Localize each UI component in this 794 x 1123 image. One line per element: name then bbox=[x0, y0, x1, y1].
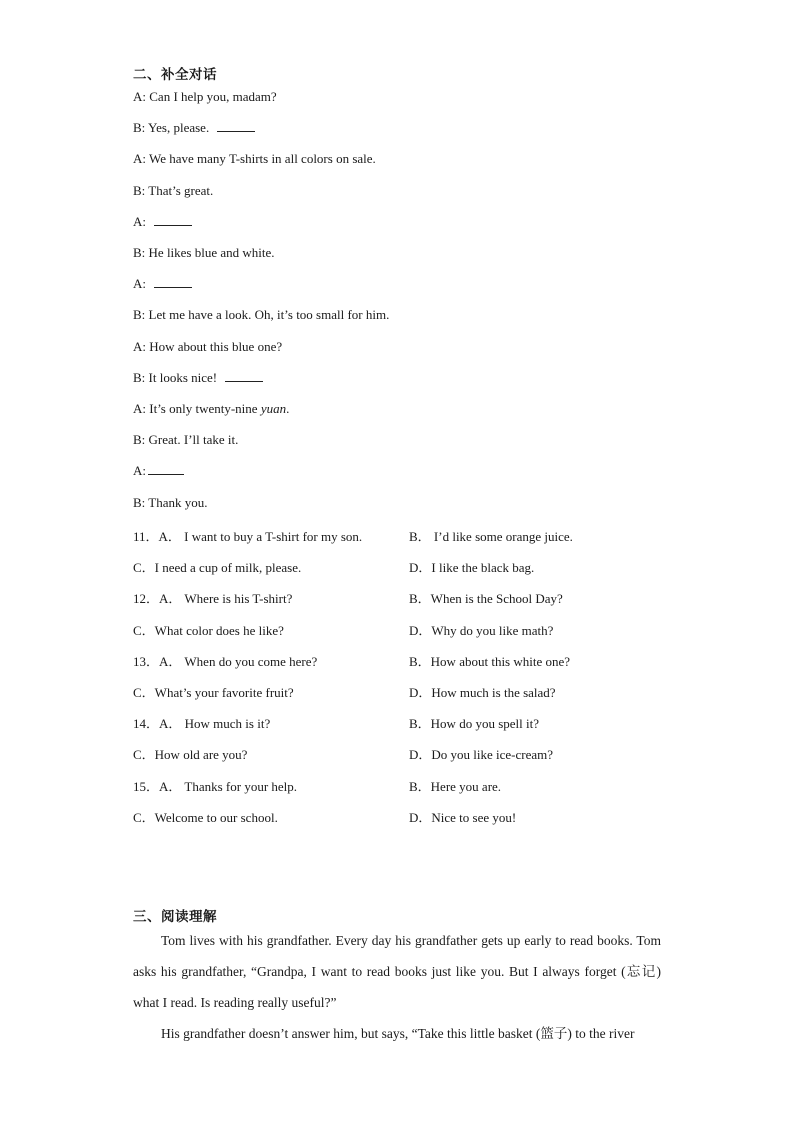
question-option[interactable]: C．What’s your favorite fruit? bbox=[133, 685, 294, 700]
dialogue-line bbox=[133, 214, 192, 230]
question-option[interactable]: B．How about this white one? bbox=[409, 653, 571, 669]
section-3-heading: 三、阅读理解 bbox=[133, 909, 217, 925]
dialogue-text: A: We have many T-shirts in all colors on sale. bbox=[133, 151, 376, 167]
answer-blank[interactable] bbox=[225, 371, 263, 382]
dialogue-line bbox=[133, 370, 263, 386]
dialogue-text: A: How about this blue one? bbox=[133, 338, 283, 354]
question-option[interactable]: B． I’d like some orange juice. bbox=[409, 529, 573, 544]
dialogue-line bbox=[133, 401, 289, 417]
dialogue-text: B: Let me have a look. Oh, it’s too small for him. bbox=[133, 307, 390, 323]
dialogue-text: B: It looks nice! bbox=[133, 369, 218, 385]
question-option[interactable]: B．Here you are. bbox=[409, 778, 502, 794]
question-option[interactable]: C．I need a cup of milk, please. bbox=[133, 560, 302, 576]
dialogue-text: A: bbox=[133, 213, 146, 229]
dialogue-text: A: bbox=[133, 276, 146, 292]
answer-blank[interactable] bbox=[154, 215, 192, 226]
question-option[interactable]: D．Why do you like math? bbox=[409, 622, 554, 638]
reading-paragraph-1: Tom lives with his grandfather. Every day his grandfather gets up early to read books. Tom asks his grandfather, “Grandpa, I want to read books just like you. But I always forget (忘记) what I read. Is reading really useful?” bbox=[133, 933, 661, 1010]
question-option[interactable]: B．How do you spell it? bbox=[409, 716, 539, 732]
dialogue-text: B: That’s great. bbox=[133, 182, 214, 198]
dialogue-line bbox=[133, 339, 282, 355]
dialogue-text: B: He likes blue and white. bbox=[133, 245, 275, 260]
dialogue-text: B: Great. I’ll take it. bbox=[133, 432, 239, 448]
question-option[interactable]: D．Nice to see you! bbox=[409, 809, 517, 825]
question-option[interactable]: 13．A． When do you come here? bbox=[133, 653, 318, 669]
question-option[interactable]: C．How old are you? bbox=[133, 747, 248, 763]
dialogue-text: B: Thank you. bbox=[133, 494, 208, 510]
dialogue-line bbox=[133, 432, 238, 448]
dialogue-line bbox=[133, 183, 213, 199]
dialogue-text: . bbox=[286, 401, 290, 416]
dialogue-line bbox=[133, 276, 192, 292]
question-option[interactable]: 12．A． Where is his T-shirt? bbox=[133, 591, 293, 607]
dialogue-line bbox=[133, 307, 389, 323]
dialogue-text: B: Yes, please. bbox=[133, 120, 210, 136]
dialogue-line bbox=[133, 120, 255, 136]
dialogue-line bbox=[133, 245, 275, 261]
question-option[interactable]: 15．A． Thanks for your help. bbox=[133, 778, 298, 794]
question-option[interactable]: D．How much is the salad? bbox=[409, 685, 556, 700]
dialogue-line bbox=[133, 495, 208, 511]
answer-blank[interactable] bbox=[154, 277, 192, 288]
question-option[interactable]: B．When is the School Day? bbox=[409, 591, 563, 607]
question-option[interactable]: C．Welcome to our school. bbox=[133, 809, 278, 825]
question-option[interactable]: D．Do you like ice-cream? bbox=[409, 747, 554, 763]
section-2-heading: 二、补全对话 bbox=[133, 67, 217, 83]
dialogue-line bbox=[133, 463, 184, 479]
dialogue-line bbox=[133, 151, 376, 167]
dialogue-text: A: It’s only twenty-nine bbox=[133, 401, 261, 416]
reading-paragraph-2: His grandfather doesn’t answer him, but says, “Take this little basket (篮子) to the river bbox=[161, 1026, 635, 1041]
dialogue-text: A: bbox=[133, 463, 146, 479]
question-option[interactable]: D．I like the black bag. bbox=[409, 560, 535, 576]
question-option[interactable]: 11．A． I want to buy a T-shirt for my son. bbox=[133, 529, 363, 544]
dialogue-text: A: Can I help you, madam? bbox=[133, 89, 277, 104]
question-option[interactable]: C．What color does he like? bbox=[133, 622, 284, 638]
answer-blank[interactable] bbox=[217, 121, 255, 132]
question-option[interactable]: 14．A． How much is it? bbox=[133, 716, 271, 732]
dialogue-line bbox=[133, 89, 277, 105]
dialogue-italic-word: yuan bbox=[260, 401, 287, 416]
answer-blank[interactable] bbox=[148, 464, 184, 475]
